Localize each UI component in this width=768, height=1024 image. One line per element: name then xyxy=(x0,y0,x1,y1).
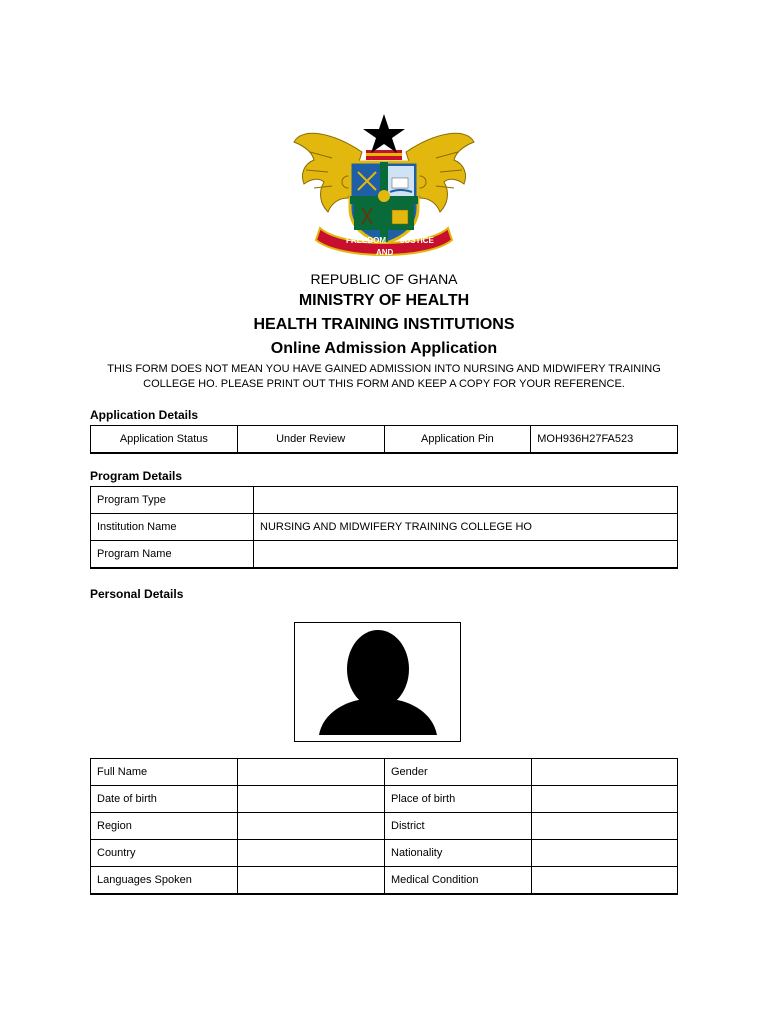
application-status-value: Under Review xyxy=(237,426,384,454)
languages-spoken-value xyxy=(238,867,385,895)
institution-name-label: Institution Name xyxy=(91,514,254,541)
table-row xyxy=(91,759,678,786)
full-name-value xyxy=(238,759,385,786)
notice-text xyxy=(90,362,678,392)
motto-and: AND xyxy=(376,248,394,257)
application-pin-value: MOH936H27FA523 xyxy=(531,426,678,454)
program-details-title: Program Details xyxy=(90,469,183,483)
personal-details-title: Personal Details xyxy=(90,587,184,601)
personal-details-table xyxy=(90,758,678,895)
country-label: Country xyxy=(91,840,238,867)
table-row xyxy=(91,426,678,454)
languages-spoken-label: Languages Spoken xyxy=(91,867,238,895)
motto-justice: JUSTICE xyxy=(400,236,434,245)
region-value xyxy=(238,813,385,840)
region-label: Region xyxy=(91,813,238,840)
full-name-label: Full Name xyxy=(91,759,238,786)
gender-label: Gender xyxy=(385,759,532,786)
country-value xyxy=(238,840,385,867)
table-row xyxy=(91,487,678,514)
date-of-birth-label: Date of birth xyxy=(91,786,238,813)
application-status-label: Application Status xyxy=(91,426,238,454)
ghana-coat-of-arms xyxy=(292,112,476,262)
date-of-birth-value xyxy=(238,786,385,813)
institutions-heading: HEALTH TRAINING INSTITUTIONS xyxy=(253,316,515,333)
place-of-birth-value xyxy=(532,786,678,813)
place-of-birth-label: Place of birth xyxy=(385,786,532,813)
table-row xyxy=(91,813,678,840)
district-label: District xyxy=(385,813,532,840)
table-row xyxy=(91,514,678,541)
program-name-value xyxy=(254,541,678,569)
program-details-table xyxy=(90,486,678,569)
notice-line-2: COLLEGE HO. PLEASE PRINT OUT THIS FORM AND KEEP A COPY FOR YOUR REFERENCE. xyxy=(143,378,625,390)
gender-value xyxy=(532,759,678,786)
form-title: Online Admission Application xyxy=(270,340,498,357)
application-pin-label: Application Pin xyxy=(384,426,531,454)
avatar-placeholder-icon xyxy=(295,623,460,741)
program-type-value xyxy=(254,487,678,514)
program-name-label: Program Name xyxy=(91,541,254,569)
applicant-photo xyxy=(294,622,461,742)
district-value xyxy=(532,813,678,840)
nationality-label: Nationality xyxy=(385,840,532,867)
table-row xyxy=(91,840,678,867)
medical-condition-label: Medical Condition xyxy=(385,867,532,895)
notice-line-1: THIS FORM DOES NOT MEAN YOU HAVE GAINED ADMISSION INTO NURSING AND MIDWIFERY TRAINING xyxy=(107,363,661,375)
table-row xyxy=(91,786,678,813)
institution-name-value: NURSING AND MIDWIFERY TRAINING COLLEGE HO xyxy=(254,514,678,541)
ministry-heading: MINISTRY OF HEALTH xyxy=(298,292,470,309)
program-type-label: Program Type xyxy=(91,487,254,514)
application-details-table xyxy=(90,425,678,454)
nationality-value xyxy=(532,840,678,867)
medical-condition-value xyxy=(532,867,678,895)
application-details-title: Application Details xyxy=(90,408,199,422)
table-row xyxy=(91,541,678,569)
table-row xyxy=(91,867,678,895)
republic-heading: REPUBLIC OF GHANA xyxy=(310,271,458,287)
motto-freedom: FREEDOM xyxy=(346,236,386,245)
